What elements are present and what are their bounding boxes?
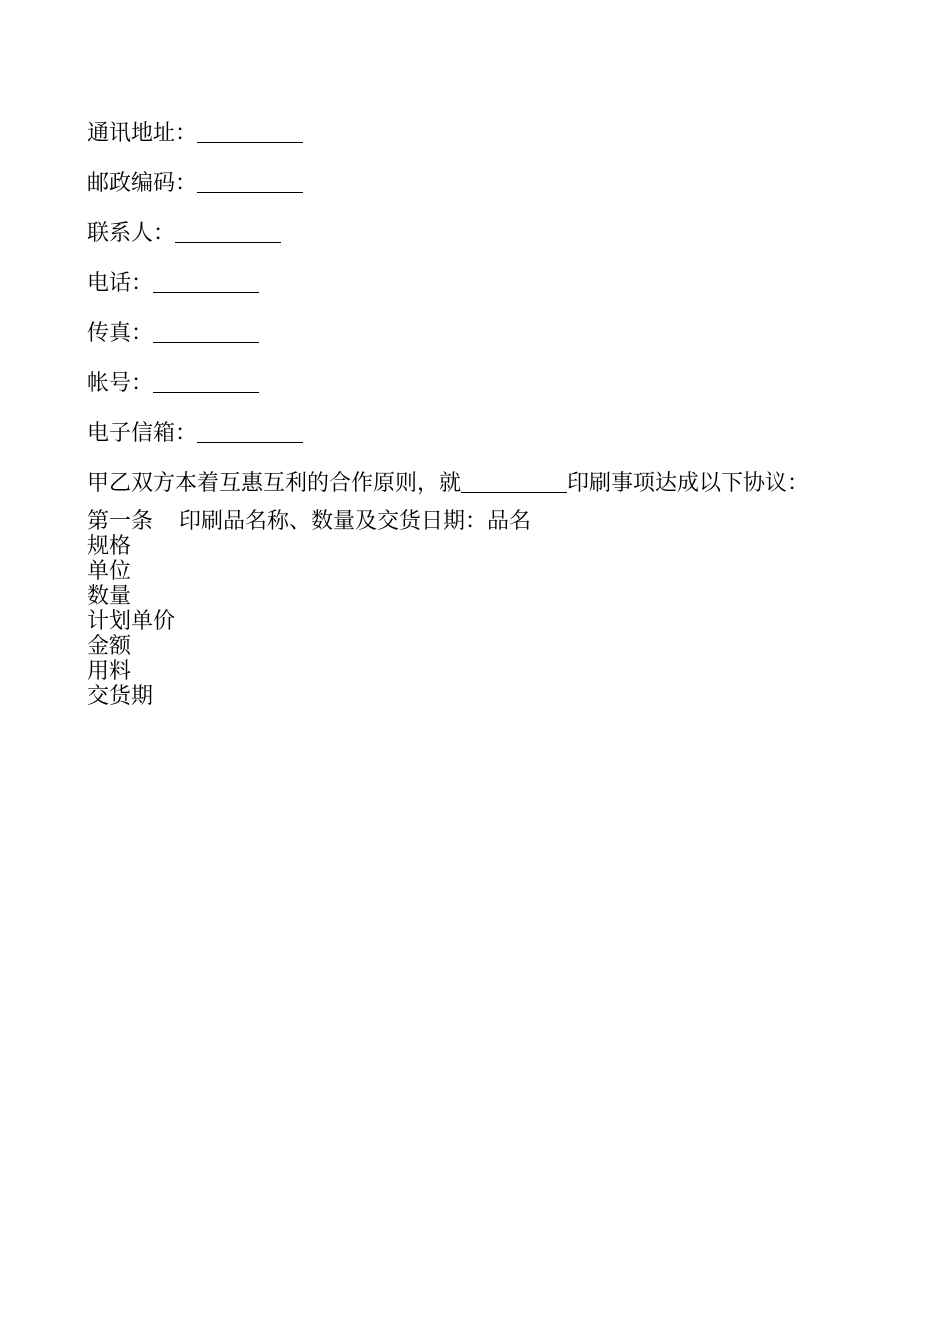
intro-text-after: 印刷事项达成以下协议：: [567, 471, 810, 496]
field-label: 帐号：: [87, 371, 154, 396]
fill-in-blank[interactable]: [197, 420, 303, 443]
fill-in-blank[interactable]: [461, 470, 567, 493]
contact-field-fax: [87, 319, 259, 349]
fill-in-blank[interactable]: [153, 320, 259, 343]
column-label: 单位: [87, 559, 132, 584]
contact-field-postcode: [87, 169, 303, 199]
field-label: 电话：: [87, 271, 154, 296]
column-label: 交货期: [87, 684, 154, 709]
article-number: 第一条: [87, 509, 154, 534]
field-label: 传真：: [87, 321, 154, 346]
fill-in-blank[interactable]: [153, 370, 259, 393]
contact-field-email: [87, 419, 303, 449]
column-label: 金额: [87, 634, 132, 659]
column-label: 计划单价: [87, 609, 176, 634]
article-title: 印刷品名称、数量及交货日期：品名: [179, 509, 532, 534]
column-label: 数量: [87, 584, 132, 609]
fill-in-blank[interactable]: [175, 220, 281, 243]
field-label: 电子信箱：: [87, 421, 198, 446]
contact-field-account: [87, 369, 259, 399]
intro-text-before: 甲乙双方本着互惠互利的合作原则，就: [87, 471, 462, 496]
column-label: 规格: [87, 534, 132, 559]
field-label: 联系人：: [87, 221, 176, 246]
field-label: 通讯地址：: [87, 121, 198, 146]
article-one: [87, 509, 531, 709]
fill-in-blank[interactable]: [197, 120, 303, 143]
contact-field-phone: [87, 269, 259, 299]
fill-in-blank[interactable]: [197, 170, 303, 193]
fill-in-blank[interactable]: [153, 270, 259, 293]
field-label: 邮政编码：: [87, 171, 198, 196]
column-label: 用料: [87, 659, 132, 684]
contact-field-address: [87, 119, 303, 149]
article-heading: [87, 509, 531, 534]
contact-field-contact-person: [87, 219, 281, 249]
agreement-intro: [87, 469, 809, 499]
